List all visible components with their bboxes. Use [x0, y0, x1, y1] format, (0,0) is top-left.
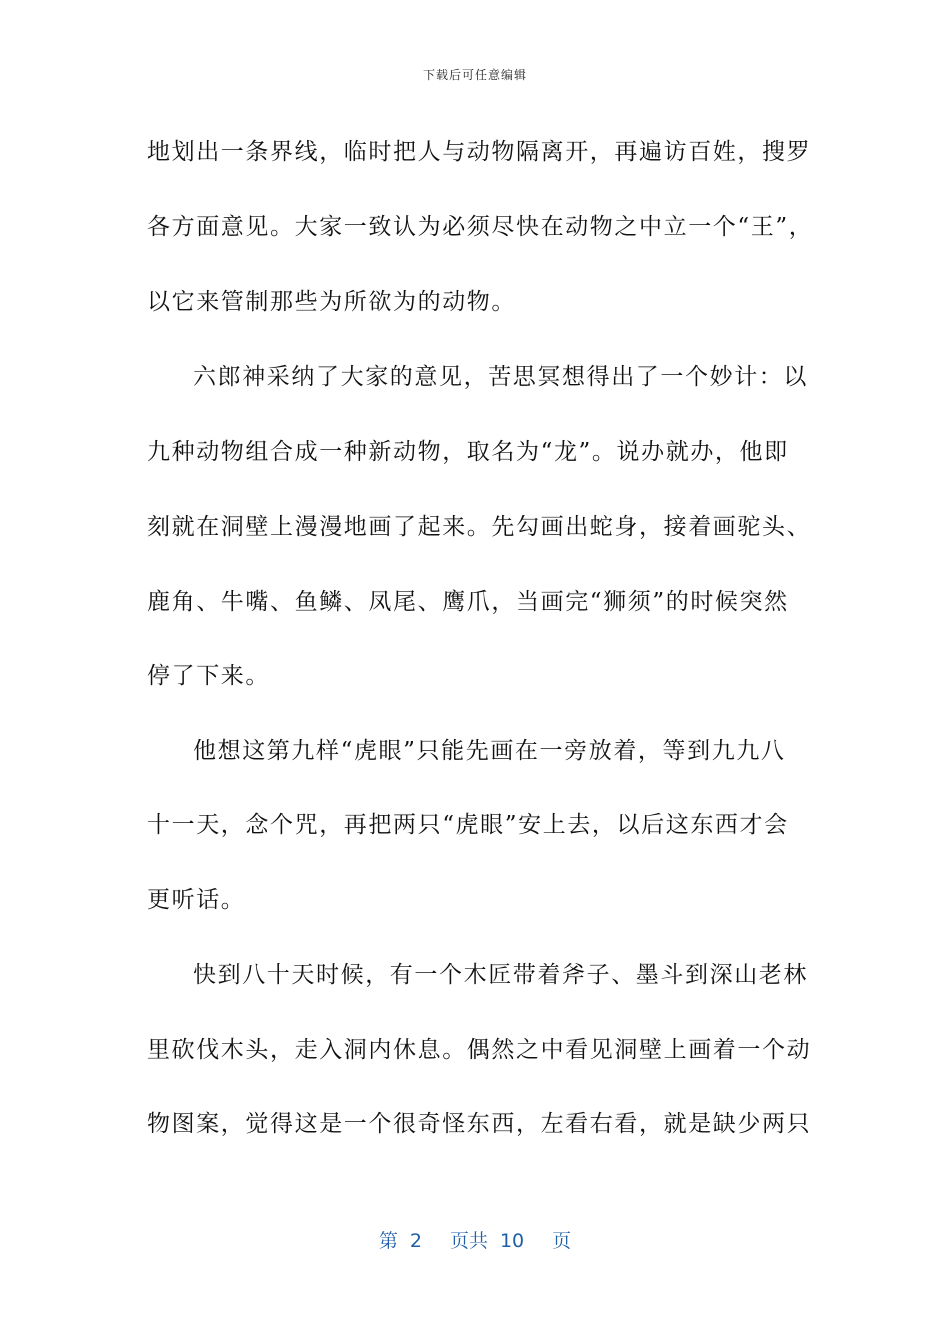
text-line: 鹿角、牛嘴、鱼鳞、凤尾、鹰爪，当画完“狮须”的时候突然 [147, 589, 789, 615]
page-footer [0, 1226, 950, 1253]
text-line: 物图案，觉得这是一个很奇怪东西，左看右看，就是缺少两只 [147, 1111, 812, 1137]
text-line: 他想这第九样“虎眼”只能先画在一旁放着，等到九九八 [193, 738, 786, 764]
text-line: 六郎神采纳了大家的意见，苦思冥想得出了一个妙计：以 [193, 364, 808, 390]
text-line: 九种动物组合成一种新动物，取名为“龙”。说办就办，他即 [147, 439, 789, 465]
text-line: 快到八十天时候，有一个木匠带着斧子、墨斗到深山老林 [193, 962, 808, 988]
text-line: 里砍伐木头，走入洞内休息。偶然之中看见洞壁上画着一个动 [147, 1037, 812, 1063]
footer-middle: 页共 [449, 1230, 488, 1252]
footer-prefix: 第 [378, 1230, 398, 1252]
page-header: 下载后可任意编辑 [422, 68, 527, 82]
text-line: 地划出一条界线，临时把人与动物隔离开，再遍访百姓，搜罗 [147, 139, 812, 165]
text-line: 刻就在洞壁上漫漫地画了起来。先勾画出蛇身，接着画驼头、 [147, 514, 812, 540]
footer-total-pages: 10 [499, 1230, 525, 1252]
text-line: 停了下来。 [147, 663, 270, 689]
text-line: 以它来管制那些为所欲为的动物。 [147, 289, 516, 315]
text-line: 更听话。 [147, 887, 246, 913]
footer-suffix: 页 [552, 1230, 572, 1252]
text-line: 十一天，念个咒，再把两只“虎眼”安上去，以后这东西才会 [147, 812, 789, 838]
footer-page-number: 2 [409, 1230, 422, 1252]
text-line: 各方面意见。大家一致认为必须尽快在动物之中立一个“王”， [147, 214, 814, 240]
